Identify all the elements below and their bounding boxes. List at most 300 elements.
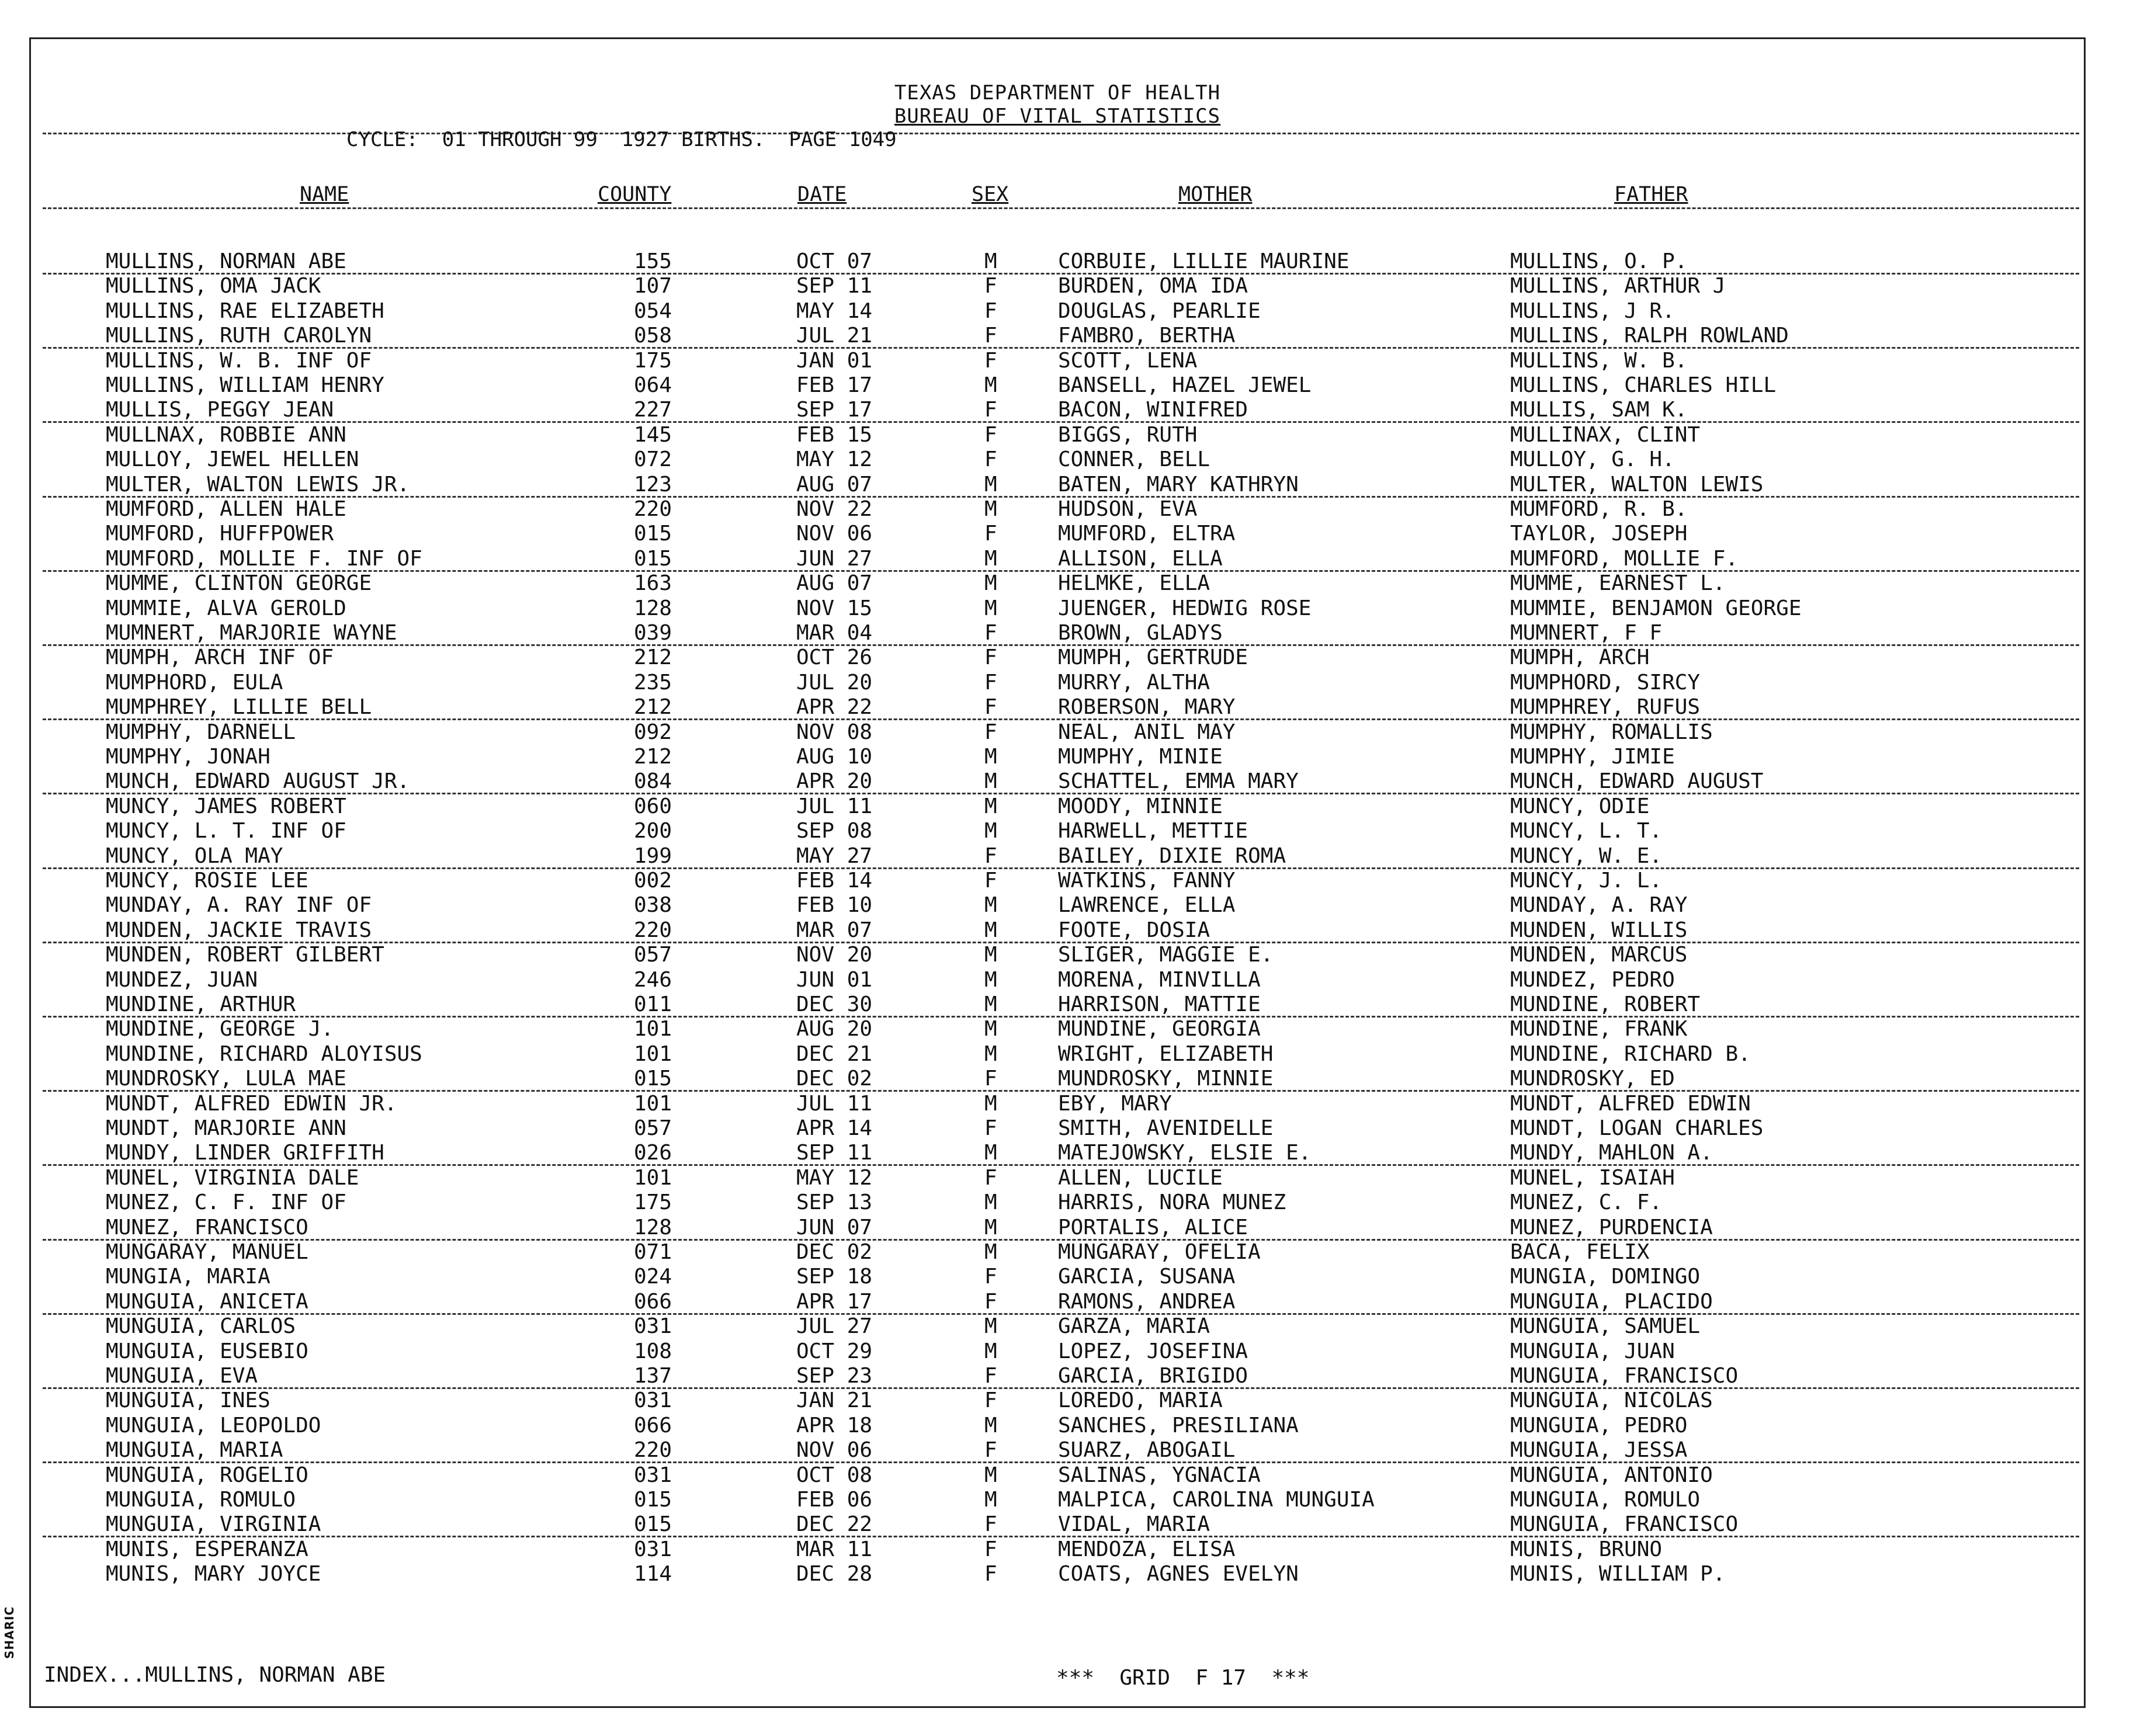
cell-date: FEB 15 xyxy=(796,422,873,447)
cell-name: MUNIS, ESPERANZA xyxy=(106,1537,308,1561)
table-row xyxy=(31,869,2084,893)
cell-county: 200 xyxy=(634,819,672,843)
table-row xyxy=(31,274,2084,298)
table-row xyxy=(31,1190,2084,1215)
cell-mother: ALLISON, ELLA xyxy=(1058,546,1223,571)
cell-mother: HELMKE, ELLA xyxy=(1058,571,1210,596)
cell-father: MULLOY, G. H. xyxy=(1510,447,1675,472)
table-row xyxy=(31,596,2084,621)
cell-sex: M xyxy=(984,497,997,521)
cell-father: MUNDINE, RICHARD B. xyxy=(1510,1041,1751,1066)
cell-sex: M xyxy=(984,1488,997,1512)
cell-sex: F xyxy=(984,720,997,744)
cell-father: MUNGIA, DOMINGO xyxy=(1510,1265,1701,1289)
cell-mother: MATEJOWSKY, ELSIE E. xyxy=(1058,1141,1312,1165)
cell-date: OCT 08 xyxy=(796,1463,873,1487)
cell-name: MUNGUIA, CARLOS xyxy=(106,1314,296,1339)
cell-name: MUNDEN, JACKIE TRAVIS xyxy=(106,918,372,942)
cell-date: MAY 14 xyxy=(796,298,873,323)
table-row xyxy=(31,769,2084,794)
cell-father: MUNDEZ, PEDRO xyxy=(1510,967,1675,992)
cell-name: MUNDINE, RICHARD ALOYISUS xyxy=(106,1041,422,1066)
cell-date: APR 14 xyxy=(796,1116,873,1140)
cell-mother: MOODY, MINNIE xyxy=(1058,794,1223,818)
table-row xyxy=(31,349,2084,373)
cell-name: MUMME, CLINTON GEORGE xyxy=(106,571,372,596)
cell-county: 015 xyxy=(634,1067,672,1091)
cell-date: OCT 29 xyxy=(796,1339,873,1363)
cell-father: MUNDROSKY, ED xyxy=(1510,1067,1675,1091)
cell-sex: F xyxy=(984,1537,997,1561)
cell-name: MULTER, WALTON LEWIS JR. xyxy=(106,472,410,497)
cell-date: AUG 10 xyxy=(796,745,873,769)
cell-mother: GARZA, MARIA xyxy=(1058,1314,1210,1339)
cell-date: OCT 07 xyxy=(796,249,873,273)
cell-county: 108 xyxy=(634,1339,672,1363)
table-row xyxy=(31,1314,2084,1339)
table-row xyxy=(31,447,2084,472)
cell-sex: M xyxy=(984,967,997,992)
cell-mother: BATEN, MARY KATHRYN xyxy=(1058,472,1299,497)
cell-mother: BIGGS, RUTH xyxy=(1058,422,1198,447)
cell-sex: F xyxy=(984,1438,997,1463)
cell-father: MULTER, WALTON LEWIS xyxy=(1510,472,1764,497)
table-row xyxy=(31,621,2084,645)
cell-father: MUNEL, ISAIAH xyxy=(1510,1165,1675,1190)
table-row xyxy=(31,695,2084,720)
table-row xyxy=(31,249,2084,274)
cell-date: JUL 21 xyxy=(796,324,873,348)
cell-mother: HUDSON, EVA xyxy=(1058,497,1198,521)
cell-date: JUL 11 xyxy=(796,794,873,818)
cell-name: MUMFORD, ALLEN HALE xyxy=(106,497,346,521)
cell-sex: F xyxy=(984,1289,997,1314)
cell-mother: MUMFORD, ELTRA xyxy=(1058,522,1236,546)
cell-sex: M xyxy=(984,1017,997,1041)
cell-mother: LOPEZ, JOSEFINA xyxy=(1058,1339,1248,1363)
cell-father: MUNGUIA, ROMULO xyxy=(1510,1488,1701,1512)
cell-county: 024 xyxy=(634,1265,672,1289)
cell-county: 101 xyxy=(634,1091,672,1116)
table-row xyxy=(31,645,2084,670)
cell-county: 163 xyxy=(634,571,672,596)
cell-mother: MUNGARAY, OFELIA xyxy=(1058,1240,1261,1264)
table-row xyxy=(31,1290,2084,1314)
cell-sex: M xyxy=(984,943,997,967)
cell-name: MUNIS, MARY JOYCE xyxy=(106,1562,321,1586)
cell-mother: COATS, AGNES EVELYN xyxy=(1058,1562,1299,1586)
cell-mother: PORTALIS, ALICE xyxy=(1058,1215,1248,1239)
cell-sex: M xyxy=(984,819,997,843)
cell-date: MAY 12 xyxy=(796,1165,873,1190)
column-header-mother: MOTHER xyxy=(1178,183,1253,206)
cell-county: 101 xyxy=(634,1165,672,1190)
cell-mother: CORBUIE, LILLIE MAURINE xyxy=(1058,249,1350,273)
cell-mother: MALPICA, CAROLINA MUNGUIA xyxy=(1058,1488,1375,1512)
cell-mother: BANSELL, HAZEL JEWEL xyxy=(1058,373,1312,397)
cell-father: MULLINS, O. P. xyxy=(1510,249,1688,273)
table-row xyxy=(31,943,2084,967)
cell-county: 031 xyxy=(634,1537,672,1561)
cell-sex: F xyxy=(984,348,997,373)
cell-date: JUN 07 xyxy=(796,1215,873,1239)
cell-father: MUNEZ, PURDENCIA xyxy=(1510,1215,1713,1239)
cell-sex: F xyxy=(984,274,997,298)
cell-name: MULLINS, OMA JACK xyxy=(106,274,321,298)
cell-county: 015 xyxy=(634,1512,672,1537)
cell-mother: GARCIA, BRIGIDO xyxy=(1058,1364,1248,1388)
cell-name: MUNGUIA, ROMULO xyxy=(106,1488,296,1512)
cell-county: 064 xyxy=(634,373,672,397)
cell-date: MAY 12 xyxy=(796,447,873,472)
cell-father: MUNDINE, ROBERT xyxy=(1510,992,1701,1016)
cell-father: MULLINAX, CLINT xyxy=(1510,422,1701,447)
cell-date: JUL 27 xyxy=(796,1314,873,1339)
cell-date: SEP 08 xyxy=(796,819,873,843)
cell-name: MUNGUIA, INES xyxy=(106,1388,270,1413)
cell-father: MUMNERT, F F xyxy=(1510,621,1663,645)
cell-father: MULLINS, CHARLES HILL xyxy=(1510,373,1777,397)
side-label: SHARIC xyxy=(2,1606,16,1659)
table-row xyxy=(31,1042,2084,1067)
page-title: TEXAS DEPARTMENT OF HEALTH xyxy=(894,81,1221,105)
cell-father: MUNDEN, MARCUS xyxy=(1510,943,1688,967)
cell-county: 038 xyxy=(634,893,672,918)
cell-county: 155 xyxy=(634,249,672,273)
column-header-divider xyxy=(43,207,2079,209)
cell-name: MUNDAY, A. RAY INF OF xyxy=(106,893,372,918)
table-row xyxy=(31,497,2084,522)
cell-name: MUNEZ, C. F. INF OF xyxy=(106,1190,346,1215)
cycle-line: CYCLE: 01 THROUGH 99 1927 BIRTHS. PAGE 1049 xyxy=(346,128,897,151)
cell-name: MUNDT, ALFRED EDWIN JR. xyxy=(106,1091,397,1116)
cell-sex: M xyxy=(984,546,997,571)
cell-name: MULLINS, RUTH CAROLYN xyxy=(106,324,372,348)
table-row xyxy=(31,1537,2084,1562)
cell-county: 145 xyxy=(634,422,672,447)
cell-date: SEP 17 xyxy=(796,398,873,422)
table-row xyxy=(31,1488,2084,1512)
cell-name: MUNEZ, FRANCISCO xyxy=(106,1215,308,1239)
cell-date: DEC 02 xyxy=(796,1067,873,1091)
cell-name: MUNCY, ROSIE LEE xyxy=(106,869,308,893)
cell-mother: MUMPH, GERTRUDE xyxy=(1058,645,1248,670)
table-row xyxy=(31,1216,2084,1240)
cell-father: MUMPHY, JIMIE xyxy=(1510,745,1675,769)
cell-father: MUMPHY, ROMALLIS xyxy=(1510,720,1713,744)
cell-name: MUMMIE, ALVA GEROLD xyxy=(106,596,346,620)
table-row xyxy=(31,671,2084,695)
cell-father: MUMFORD, MOLLIE F. xyxy=(1510,546,1739,571)
cell-sex: F xyxy=(984,869,997,893)
cell-name: MUNCY, L. T. INF OF xyxy=(106,819,346,843)
cell-name: MUMPH, ARCH INF OF xyxy=(106,645,334,670)
cell-county: 066 xyxy=(634,1413,672,1438)
cell-name: MUNGUIA, ROGELIO xyxy=(106,1463,308,1487)
cell-mother: JUENGER, HEDWIG ROSE xyxy=(1058,596,1312,620)
cell-father: MUNDT, LOGAN CHARLES xyxy=(1510,1116,1764,1140)
table-row xyxy=(31,522,2084,546)
cell-sex: F xyxy=(984,298,997,323)
cell-county: 212 xyxy=(634,695,672,720)
cell-mother: SMITH, AVENIDELLE xyxy=(1058,1116,1274,1140)
cell-mother: WATKINS, FANNY xyxy=(1058,869,1236,893)
cell-county: 054 xyxy=(634,298,672,323)
table-row xyxy=(31,819,2084,843)
cell-father: MUMPH, ARCH xyxy=(1510,645,1650,670)
cell-mother: FAMBRO, BERTHA xyxy=(1058,324,1236,348)
cell-name: MUNDROSKY, LULA MAE xyxy=(106,1067,346,1091)
table-row xyxy=(31,1092,2084,1116)
cell-sex: M xyxy=(984,472,997,497)
table-row xyxy=(31,918,2084,943)
cell-county: 015 xyxy=(634,546,672,571)
table-row xyxy=(31,473,2084,497)
cell-sex: F xyxy=(984,324,997,348)
cell-name: MUNGUIA, EUSEBIO xyxy=(106,1339,308,1363)
cell-county: 057 xyxy=(634,1116,672,1140)
cell-sex: F xyxy=(984,1067,997,1091)
cell-county: 235 xyxy=(634,670,672,695)
cell-county: 011 xyxy=(634,992,672,1016)
cell-name: MUNGUIA, VIRGINIA xyxy=(106,1512,321,1537)
cell-father: BACA, FELIX xyxy=(1510,1240,1650,1264)
cell-name: MUNEL, VIRGINIA DALE xyxy=(106,1165,359,1190)
cell-mother: EBY, MARY xyxy=(1058,1091,1172,1116)
cell-father: MUNDAY, A. RAY xyxy=(1510,893,1688,918)
cell-date: AUG 20 xyxy=(796,1017,873,1041)
cell-name: MUNGUIA, MARIA xyxy=(106,1438,283,1463)
cell-father: MUNIS, WILLIAM P. xyxy=(1510,1562,1726,1586)
cell-name: MULLIS, PEGGY JEAN xyxy=(106,398,334,422)
table-row xyxy=(31,373,2084,398)
cell-name: MULLINS, W. B. INF OF xyxy=(106,348,372,373)
cell-date: JAN 21 xyxy=(796,1388,873,1413)
cell-mother: CONNER, BELL xyxy=(1058,447,1210,472)
cell-sex: M xyxy=(984,1463,997,1487)
cell-name: MUNDINE, ARTHUR xyxy=(106,992,296,1016)
cell-county: 060 xyxy=(634,794,672,818)
table-row xyxy=(31,1265,2084,1289)
cell-sex: F xyxy=(984,422,997,447)
cell-mother: BROWN, GLADYS xyxy=(1058,621,1223,645)
cell-county: 123 xyxy=(634,472,672,497)
cell-mother: HARWELL, METTIE xyxy=(1058,819,1248,843)
table-row xyxy=(31,571,2084,596)
cell-date: JUL 20 xyxy=(796,670,873,695)
table-row xyxy=(31,992,2084,1017)
cell-sex: M xyxy=(984,1240,997,1264)
footer-grid: *** GRID F 17 *** xyxy=(1056,1666,1310,1690)
table-row xyxy=(31,1067,2084,1091)
cell-county: 114 xyxy=(634,1562,672,1586)
table-row xyxy=(31,1141,2084,1165)
cell-county: 072 xyxy=(634,447,672,472)
cell-name: MUMPHREY, LILLIE BELL xyxy=(106,695,372,720)
cell-date: NOV 08 xyxy=(796,720,873,744)
cell-father: MUNCY, W. E. xyxy=(1510,843,1663,868)
cell-name: MUNDY, LINDER GRIFFITH xyxy=(106,1141,384,1165)
cell-name: MUMPHORD, EULA xyxy=(106,670,283,695)
cell-father: MUNCH, EDWARD AUGUST xyxy=(1510,769,1764,794)
table-row xyxy=(31,1463,2084,1488)
cell-father: MUNGUIA, PEDRO xyxy=(1510,1413,1688,1438)
cell-date: NOV 22 xyxy=(796,497,873,521)
cell-sex: M xyxy=(984,571,997,596)
cell-sex: M xyxy=(984,769,997,794)
table-row xyxy=(31,1512,2084,1537)
cell-sex: F xyxy=(984,1512,997,1537)
cell-mother: GARCIA, SUSANA xyxy=(1058,1265,1236,1289)
cell-county: 002 xyxy=(634,869,672,893)
cell-father: MUNDEN, WILLIS xyxy=(1510,918,1688,942)
ledger-sheet xyxy=(29,37,2086,1708)
cell-county: 101 xyxy=(634,1041,672,1066)
cell-mother: MUNDINE, GEORGIA xyxy=(1058,1017,1261,1041)
cell-father: MUNEZ, C. F. xyxy=(1510,1190,1663,1215)
cell-father: MUNGUIA, ANTONIO xyxy=(1510,1463,1713,1487)
cell-father: MUMFORD, R. B. xyxy=(1510,497,1688,521)
cell-date: FEB 10 xyxy=(796,893,873,918)
cell-date: FEB 06 xyxy=(796,1488,873,1512)
cell-county: 031 xyxy=(634,1314,672,1339)
cell-mother: MUNDROSKY, MINNIE xyxy=(1058,1067,1274,1091)
cell-mother: FOOTE, DOSIA xyxy=(1058,918,1210,942)
cell-father: MULLIS, SAM K. xyxy=(1510,398,1688,422)
cell-mother: SANCHES, PRESILIANA xyxy=(1058,1413,1299,1438)
cell-name: MUNCH, EDWARD AUGUST JR. xyxy=(106,769,410,794)
cell-father: MUNDY, MAHLON A. xyxy=(1510,1141,1713,1165)
table-row xyxy=(31,1166,2084,1190)
cell-date: MAR 04 xyxy=(796,621,873,645)
cell-name: MUNDINE, GEORGE J. xyxy=(106,1017,334,1041)
cell-mother: VIDAL, MARIA xyxy=(1058,1512,1210,1537)
cell-county: 128 xyxy=(634,1215,672,1239)
cell-date: MAY 27 xyxy=(796,843,873,868)
cell-mother: WRIGHT, ELIZABETH xyxy=(1058,1041,1274,1066)
footer-index: INDEX...MULLINS, NORMAN ABE xyxy=(44,1663,386,1687)
cell-mother: SCOTT, LENA xyxy=(1058,348,1198,373)
cell-date: DEC 30 xyxy=(796,992,873,1016)
cell-sex: M xyxy=(984,893,997,918)
cell-sex: F xyxy=(984,447,997,472)
cell-date: JUN 01 xyxy=(796,967,873,992)
cell-sex: M xyxy=(984,1041,997,1066)
cell-father: MUNCY, ODIE xyxy=(1510,794,1650,818)
cell-father: MUNCY, L. T. xyxy=(1510,819,1663,843)
cell-father: MUNGUIA, NICOLAS xyxy=(1510,1388,1713,1413)
cell-name: MUNCY, JAMES ROBERT xyxy=(106,794,346,818)
cell-father: MUNGUIA, JESSA xyxy=(1510,1438,1688,1463)
cell-father: MUMPHREY, RUFUS xyxy=(1510,695,1701,720)
cell-father: MULLINS, J R. xyxy=(1510,298,1675,323)
cell-father: TAYLOR, JOSEPH xyxy=(1510,522,1688,546)
cell-mother: DOUGLAS, PEARLIE xyxy=(1058,298,1261,323)
cell-county: 212 xyxy=(634,745,672,769)
cell-date: SEP 11 xyxy=(796,1141,873,1165)
cell-date: AUG 07 xyxy=(796,571,873,596)
cell-name: MUNGARAY, MANUEL xyxy=(106,1240,308,1264)
cell-sex: F xyxy=(984,522,997,546)
cell-county: 015 xyxy=(634,522,672,546)
cell-sex: F xyxy=(984,1562,997,1586)
cell-county: 199 xyxy=(634,843,672,868)
cell-date: DEC 21 xyxy=(796,1041,873,1066)
cell-sex: M xyxy=(984,794,997,818)
cell-sex: M xyxy=(984,992,997,1016)
cell-sex: M xyxy=(984,596,997,620)
cell-name: MUMPHY, JONAH xyxy=(106,745,270,769)
cell-father: MUNGUIA, PLACIDO xyxy=(1510,1289,1713,1314)
cell-sex: M xyxy=(984,1141,997,1165)
column-header-name: NAME xyxy=(300,183,349,206)
cell-mother: SLIGER, MAGGIE E. xyxy=(1058,943,1274,967)
cell-sex: M xyxy=(984,249,997,273)
cell-father: MUMME, EARNEST L. xyxy=(1510,571,1726,596)
cell-county: 128 xyxy=(634,596,672,620)
cell-name: MULLINS, WILLIAM HENRY xyxy=(106,373,384,397)
table-row xyxy=(31,1388,2084,1413)
cell-county: 227 xyxy=(634,398,672,422)
cell-name: MUNDEN, ROBERT GILBERT xyxy=(106,943,384,967)
table-row xyxy=(31,1116,2084,1141)
cell-name: MULLOY, JEWEL HELLEN xyxy=(106,447,359,472)
cell-sex: F xyxy=(984,1388,997,1413)
cell-county: 031 xyxy=(634,1388,672,1413)
cell-mother: BURDEN, OMA IDA xyxy=(1058,274,1248,298)
cell-father: MUNGUIA, JUAN xyxy=(1510,1339,1675,1363)
cell-county: 039 xyxy=(634,621,672,645)
cell-county: 175 xyxy=(634,1190,672,1215)
cell-date: APR 22 xyxy=(796,695,873,720)
table-row xyxy=(31,794,2084,819)
cell-date: AUG 07 xyxy=(796,472,873,497)
cell-name: MUNGUIA, ANICETA xyxy=(106,1289,308,1314)
cell-date: APR 18 xyxy=(796,1413,873,1438)
table-row xyxy=(31,745,2084,769)
cell-father: MUNDT, ALFRED EDWIN xyxy=(1510,1091,1751,1116)
cell-county: 071 xyxy=(634,1240,672,1264)
cell-mother: MORENA, MINVILLA xyxy=(1058,967,1261,992)
column-header-sex: SEX xyxy=(972,183,1009,206)
cell-date: APR 20 xyxy=(796,769,873,794)
cell-mother: RAMONS, ANDREA xyxy=(1058,1289,1236,1314)
cell-sex: F xyxy=(984,695,997,720)
cell-mother: ALLEN, LUCILE xyxy=(1058,1165,1223,1190)
cell-date: APR 17 xyxy=(796,1289,873,1314)
cell-county: 057 xyxy=(634,943,672,967)
cell-county: 246 xyxy=(634,967,672,992)
cell-father: MUNCY, J. L. xyxy=(1510,869,1663,893)
table-row xyxy=(31,968,2084,992)
cell-name: MUMFORD, HUFFPOWER xyxy=(106,522,334,546)
cell-county: 066 xyxy=(634,1289,672,1314)
cell-mother: MURRY, ALTHA xyxy=(1058,670,1210,695)
column-header-father: FATHER xyxy=(1614,183,1688,206)
table-row xyxy=(31,299,2084,324)
cell-date: JUL 11 xyxy=(796,1091,873,1116)
cell-date: NOV 06 xyxy=(796,522,873,546)
cell-date: DEC 02 xyxy=(796,1240,873,1264)
cell-county: 084 xyxy=(634,769,672,794)
cell-sex: M xyxy=(984,1339,997,1363)
cell-name: MUMPHY, DARNELL xyxy=(106,720,296,744)
cell-mother: NEAL, ANIL MAY xyxy=(1058,720,1236,744)
cell-county: 058 xyxy=(634,324,672,348)
cell-father: MULLINS, W. B. xyxy=(1510,348,1688,373)
page-subtitle: BUREAU OF VITAL STATISTICS xyxy=(894,105,1221,128)
cell-sex: F xyxy=(984,621,997,645)
